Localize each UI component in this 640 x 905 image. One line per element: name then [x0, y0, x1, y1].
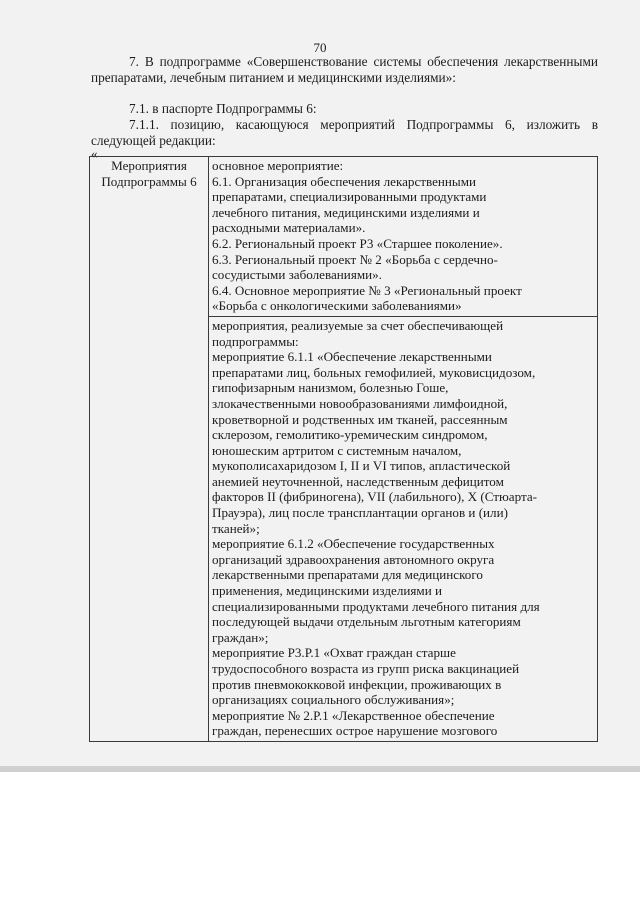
cell-line: Прауэра), лиц после трансплантации органов и (или) — [212, 505, 508, 521]
cell-line: кроветворной и родственных им тканей, рассеянным — [212, 411, 508, 427]
page-number: 70 — [313, 40, 327, 55]
cell-line: мероприятие Р3.Р.1 «Охват граждан старше — [212, 645, 456, 661]
cell-line: граждан»; — [212, 629, 269, 645]
label-cell: Мероприятия Подпрограммы 6 — [90, 157, 209, 742]
cell-line: анемией неуточненной, наследственным дефицитом — [212, 473, 504, 489]
cell-line: последующей выдачи отдельным льготным категориям — [212, 614, 521, 630]
cell-line: сосудистыми заболеваниями». — [212, 267, 382, 283]
cell-line: организаций здравоохранения автономного округа — [212, 551, 495, 567]
cell-line: мукополисахаридозом I, II и VI типов, апластической — [212, 458, 511, 474]
table-row — [90, 157, 598, 317]
opening-quote: « — [91, 146, 98, 161]
cell-line: «Борьба с онкологическими заболеваниями» — [212, 298, 462, 314]
cell-line: против пневмококковой инфекции, проживающих в — [212, 676, 502, 692]
cell-line: тканей»; — [212, 520, 260, 536]
cell-line: препаратами, специализированными продуктами — [212, 189, 487, 205]
cell-line: препаратами лиц, больных гемофилией, муковисцидозом, — [212, 364, 536, 380]
cell-line: организациях социального обслуживания»; — [212, 692, 455, 708]
cell-line: подпрограммы: — [212, 333, 299, 349]
main-measures-cell — [209, 157, 598, 317]
cell-line: граждан, перенесших острое нарушение мозгового — [212, 723, 498, 739]
paragraph-7-1-1: 7.1.1. позицию, касающуюся мероприятий Подпрограммы 6, изложить в следующей редакции: — [91, 117, 598, 148]
cell-line: трудоспособного возраста из групп риска вакцинацией — [212, 661, 520, 676]
paragraph-7-1: 7.1. в паспорте Подпрограммы 6: — [129, 101, 317, 116]
cell-line: применения, медицинскими изделиями и — [212, 583, 442, 599]
cell-line: злокачественными новообразованиями лимфоидной, — [212, 395, 508, 411]
cell-line: гипофизарным нанизмом, болезнью Гоше, — [212, 380, 449, 396]
cell-line: мероприятие № 2.Р.1 «Лекарственное обеспечение — [212, 707, 495, 723]
cell-line: лечебного питания, медицинскими изделиями и — [212, 204, 480, 220]
supporting-measures-cell — [209, 316, 598, 741]
cell-line: специализированными продуктами лечебного питания для — [212, 598, 540, 614]
scan-edge — [0, 766, 640, 772]
cell-line: расходными материалами». — [212, 220, 366, 236]
cell-line: факторов II (фибриногена), VII (лабильного), X (Стюарта- — [212, 489, 538, 505]
cell-line: склерозом, гемолитико-уремическим синдромом, — [212, 427, 488, 443]
cell-line: основное мероприятие: — [212, 158, 344, 173]
measures-table — [89, 156, 598, 742]
cell-line: 6.2. Региональный проект Р3 «Старшее поколение». — [212, 235, 503, 251]
cell-line: мероприятие 6.1.1 «Обеспечение лекарственными — [212, 349, 492, 365]
cell-line: мероприятие 6.1.2 «Обеспечение государственных — [212, 536, 495, 552]
cell-line: 6.1. Организация обеспечения лекарственными — [212, 173, 477, 189]
cell-line: лекарственными препаратами для медицинского — [212, 567, 483, 583]
paragraph-7: 7. В подпрограмме «Совершенствование системы обеспечения лекарственными препаратами, лечебным питанием и медицинскими изделиями»: — [91, 54, 598, 85]
cell-line: 6.3. Региональный проект № 2 «Борьба с сердечно- — [212, 251, 498, 267]
cell-line: 6.4. Основное мероприятие № 3 «Региональный проект — [212, 282, 522, 298]
cell-line: мероприятия, реализуемые за счет обеспечивающей — [212, 317, 504, 333]
cell-line: юношеским артритом с системным началом, — [212, 442, 462, 458]
